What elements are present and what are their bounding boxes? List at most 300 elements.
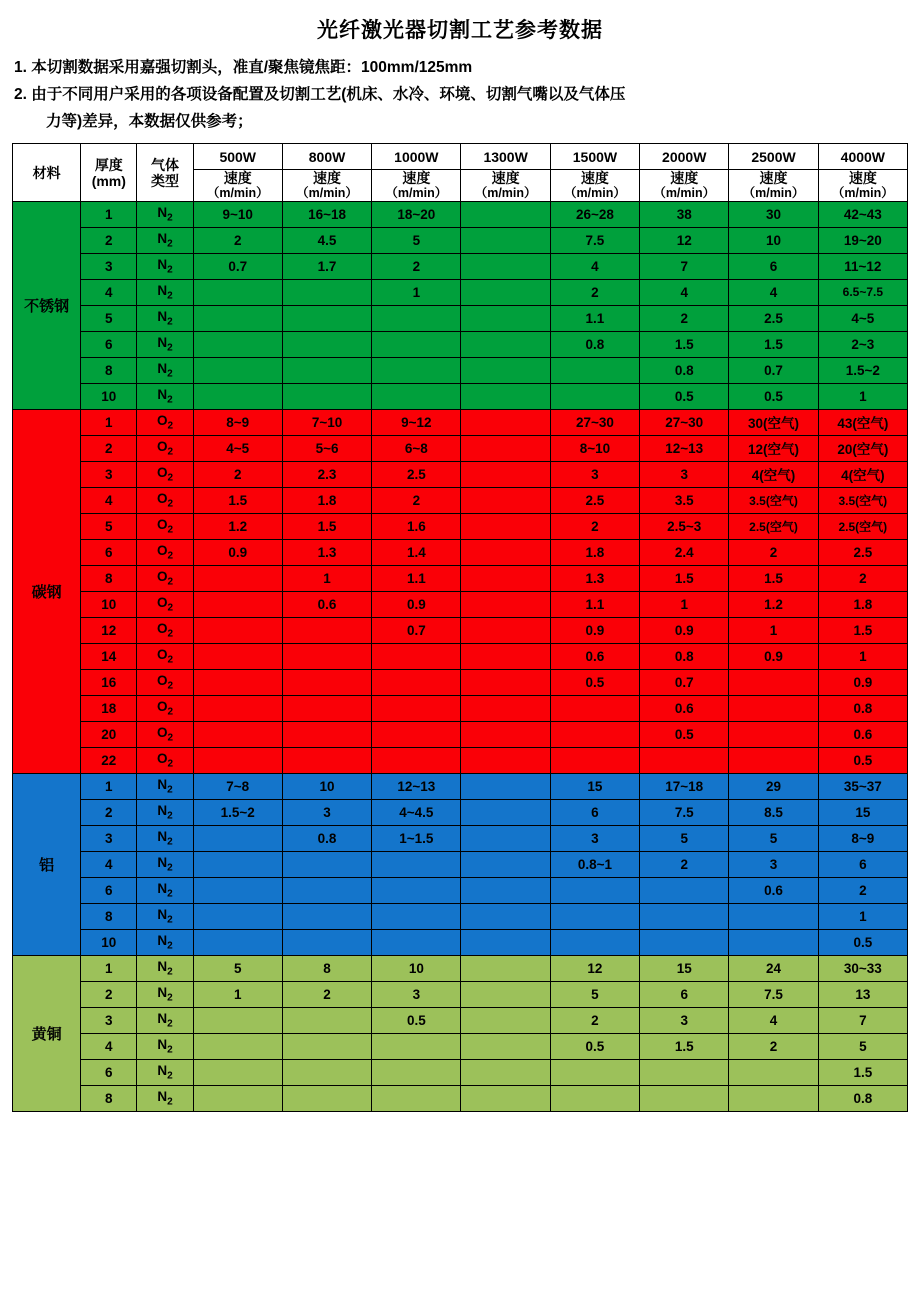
- table-row: [13, 643, 908, 669]
- speed-cell: [461, 617, 550, 643]
- speed-cell: 1: [282, 565, 371, 591]
- thickness-cell: 20: [81, 721, 137, 747]
- speed-cell: 1.1: [550, 591, 639, 617]
- speed-cell: 8~10: [550, 435, 639, 461]
- thickness-cell: 3: [81, 825, 137, 851]
- thickness-cell: 18: [81, 695, 137, 721]
- gas-subscript: 2: [167, 420, 174, 432]
- speed-cell: 2.5: [372, 461, 461, 487]
- speed-cell: [461, 773, 550, 799]
- speed-cell: [461, 227, 550, 253]
- thickness-cell: 2: [81, 227, 137, 253]
- speed-cell: [461, 877, 550, 903]
- table-row: [13, 695, 908, 721]
- speed-cell: [461, 799, 550, 825]
- speed-cell: 16~18: [282, 201, 371, 227]
- table-row: [13, 1085, 908, 1111]
- speed-cell: 10: [729, 227, 818, 253]
- gas-cell: [137, 799, 193, 825]
- speed-cell: 7.5: [729, 981, 818, 1007]
- speed-cell: 26~28: [550, 201, 639, 227]
- gas-cell: [137, 747, 193, 773]
- speed-cell: [372, 695, 461, 721]
- speed-unit: （m/min）: [206, 186, 269, 201]
- gas-subscript: 2: [167, 394, 173, 406]
- speed-cell: 9~10: [193, 201, 282, 227]
- gas-symbol: N: [157, 387, 168, 402]
- speed-cell: 0.9: [729, 643, 818, 669]
- speed-cell: 2.5: [729, 305, 818, 331]
- gas-subscript: 2: [167, 680, 174, 692]
- speed-cell: 3.5(空气): [729, 487, 818, 513]
- speed-cell: 0.8: [640, 643, 729, 669]
- speed-cell: 2.5: [550, 487, 639, 513]
- table-row: [13, 513, 908, 539]
- table-row: [13, 305, 908, 331]
- speed-cell: 2: [193, 461, 282, 487]
- speed-cell: 0.8~1: [550, 851, 639, 877]
- speed-cell: 15: [550, 773, 639, 799]
- speed-cell: 27~30: [550, 409, 639, 435]
- gas-cell: [137, 617, 193, 643]
- gas-symbol: N: [157, 907, 168, 922]
- gas-symbol: O: [156, 595, 168, 610]
- speed-cell: 1.5: [640, 331, 729, 357]
- speed-cell: 3: [550, 461, 639, 487]
- thickness-cell: 8: [81, 565, 137, 591]
- thickness-cell: 8: [81, 903, 137, 929]
- speed-label: 速度: [223, 170, 252, 187]
- gas-symbol: O: [156, 673, 168, 688]
- speed-cell: 4: [729, 1007, 818, 1033]
- speed-cell: [461, 487, 550, 513]
- speed-cell: 35~37: [818, 773, 907, 799]
- speed-cell: [193, 929, 282, 955]
- header-power-500w: 500W: [193, 144, 282, 170]
- speed-cell: 4~5: [193, 435, 282, 461]
- speed-cell: 0.5: [818, 747, 907, 773]
- table-row: [13, 279, 908, 305]
- gas-cell: [137, 435, 193, 461]
- table-row: [13, 331, 908, 357]
- speed-cell: 0.7: [372, 617, 461, 643]
- gas-subscript: 2: [167, 810, 173, 822]
- speed-cell: 27~30: [640, 409, 729, 435]
- thickness-cell: 1: [81, 409, 137, 435]
- gas-symbol: O: [156, 413, 168, 428]
- header-power-1300w: 1300W: [461, 144, 550, 170]
- speed-cell: 11~12: [818, 253, 907, 279]
- speed-cell: 0.8: [640, 357, 729, 383]
- table-row: [13, 1007, 908, 1033]
- speed-cell: [461, 1059, 550, 1085]
- speed-label: 速度: [759, 170, 788, 187]
- speed-cell: 4: [550, 253, 639, 279]
- note-line-3: 力等)差异，本数据仅供参考；: [46, 113, 253, 131]
- speed-cell: 24: [729, 955, 818, 981]
- table-row: [13, 201, 908, 227]
- gas-subscript: 2: [167, 602, 174, 614]
- speed-cell: 6: [818, 851, 907, 877]
- speed-cell: 29: [729, 773, 818, 799]
- table-row: [13, 747, 908, 773]
- gas-subscript: 2: [167, 966, 173, 978]
- speed-cell: [461, 721, 550, 747]
- speed-cell: [193, 851, 282, 877]
- table-row: [13, 851, 908, 877]
- gas-symbol: N: [157, 205, 168, 220]
- speed-cell: 1.5: [818, 617, 907, 643]
- speed-cell: 0.5: [729, 383, 818, 409]
- gas-symbol: N: [157, 985, 168, 1000]
- gas-cell: [137, 1007, 193, 1033]
- gas-cell: [137, 461, 193, 487]
- speed-cell: 1.5: [193, 487, 282, 513]
- speed-cell: [282, 1085, 371, 1111]
- table-body: [13, 201, 908, 1111]
- gas-subscript: 2: [167, 316, 173, 328]
- speed-cell: 15: [818, 799, 907, 825]
- thickness-cell: 3: [81, 461, 137, 487]
- gas-subscript: 2: [167, 862, 173, 874]
- table-row: [13, 227, 908, 253]
- header-speed-1000w: [372, 170, 461, 201]
- speed-cell: 5~6: [282, 435, 371, 461]
- speed-cell: [372, 643, 461, 669]
- thickness-cell: 16: [81, 669, 137, 695]
- table-row: [13, 981, 908, 1007]
- gas-cell: [137, 279, 193, 305]
- thickness-cell: 4: [81, 487, 137, 513]
- speed-cell: [282, 617, 371, 643]
- gas-symbol: N: [157, 309, 168, 324]
- gas-cell: [137, 201, 193, 227]
- speed-cell: 4(空气): [729, 461, 818, 487]
- speed-cell: 0.5: [640, 721, 729, 747]
- speed-cell: 4: [640, 279, 729, 305]
- gas-subscript: 2: [167, 212, 173, 224]
- speed-cell: [550, 383, 639, 409]
- thickness-cell: 10: [81, 591, 137, 617]
- speed-cell: 3.5: [640, 487, 729, 513]
- speed-cell: [550, 1085, 639, 1111]
- speed-unit: （m/min）: [831, 186, 894, 201]
- gas-cell: [137, 877, 193, 903]
- gas-cell: [137, 669, 193, 695]
- notes-block: [14, 54, 908, 135]
- speed-cell: [282, 279, 371, 305]
- table-row: [13, 877, 908, 903]
- speed-cell: [640, 903, 729, 929]
- gas-symbol: N: [157, 1063, 168, 1078]
- gas-symbol: N: [157, 283, 168, 298]
- gas-symbol: O: [156, 465, 168, 480]
- gas-subscript: 2: [167, 446, 174, 458]
- table-row: [13, 461, 908, 487]
- speed-cell: [193, 1033, 282, 1059]
- gas-symbol: O: [156, 699, 168, 714]
- gas-symbol: N: [157, 829, 168, 844]
- gas-cell: [137, 409, 193, 435]
- speed-cell: [193, 721, 282, 747]
- gas-cell: [137, 383, 193, 409]
- gas-symbol: N: [157, 335, 168, 350]
- speed-cell: 5: [193, 955, 282, 981]
- speed-cell: [550, 929, 639, 955]
- speed-cell: 1.8: [282, 487, 371, 513]
- speed-cell: 1.7: [282, 253, 371, 279]
- speed-cell: [461, 409, 550, 435]
- speed-cell: 0.8: [282, 825, 371, 851]
- gas-symbol: O: [156, 543, 168, 558]
- speed-cell: 6.5~7.5: [818, 279, 907, 305]
- header-gas-line2: 类型: [151, 172, 179, 189]
- gas-subscript: 2: [167, 758, 174, 770]
- speed-cell: 3.5(空气): [818, 487, 907, 513]
- gas-symbol: O: [156, 517, 168, 532]
- speed-cell: 2.5~3: [640, 513, 729, 539]
- thickness-cell: 6: [81, 539, 137, 565]
- material-cell: 黄铜: [13, 955, 81, 1111]
- thickness-cell: 1: [81, 955, 137, 981]
- thickness-cell: 1: [81, 201, 137, 227]
- thickness-cell: 6: [81, 1059, 137, 1085]
- speed-unit: （m/min）: [474, 186, 537, 201]
- speed-cell: 38: [640, 201, 729, 227]
- gas-symbol: O: [156, 569, 168, 584]
- speed-cell: 1.2: [193, 513, 282, 539]
- thickness-cell: 4: [81, 279, 137, 305]
- thickness-cell: 8: [81, 1085, 137, 1111]
- gas-symbol: N: [157, 1037, 168, 1052]
- speed-cell: 2: [550, 1007, 639, 1033]
- gas-cell: [137, 981, 193, 1007]
- gas-symbol: O: [156, 439, 168, 454]
- speed-cell: 2: [193, 227, 282, 253]
- cutting-parameters-table: [12, 143, 908, 1111]
- speed-cell: [729, 669, 818, 695]
- header-speed-800w: [282, 170, 371, 201]
- speed-cell: [461, 279, 550, 305]
- speed-cell: 0.5: [372, 1007, 461, 1033]
- speed-cell: 1: [818, 903, 907, 929]
- speed-cell: [282, 643, 371, 669]
- speed-cell: 4: [729, 279, 818, 305]
- speed-label: 速度: [848, 170, 877, 187]
- material-cell: 碳钢: [13, 409, 81, 773]
- speed-cell: [372, 747, 461, 773]
- speed-cell: [461, 669, 550, 695]
- speed-cell: [282, 1059, 371, 1085]
- note-line-2: 2. 由于不同用户采用的各项设备配置及切割工艺(机床、水冷、环境、切割气嘴以及气体压: [14, 86, 626, 104]
- speed-cell: 2.5(空气): [729, 513, 818, 539]
- speed-cell: 4~5: [818, 305, 907, 331]
- thickness-cell: 1: [81, 773, 137, 799]
- gas-subscript: 2: [167, 498, 174, 510]
- gas-subscript: 2: [167, 732, 174, 744]
- speed-cell: [282, 357, 371, 383]
- gas-symbol: O: [156, 725, 168, 740]
- speed-cell: 1.5: [818, 1059, 907, 1085]
- gas-cell: [137, 773, 193, 799]
- speed-cell: [461, 461, 550, 487]
- header-material: 材料: [13, 144, 81, 201]
- speed-cell: [640, 747, 729, 773]
- thickness-cell: 22: [81, 747, 137, 773]
- speed-unit: （m/min）: [564, 186, 626, 201]
- gas-cell: [137, 591, 193, 617]
- speed-cell: 0.9: [193, 539, 282, 565]
- speed-cell: [372, 669, 461, 695]
- thickness-cell: 5: [81, 305, 137, 331]
- table-row: [13, 435, 908, 461]
- speed-cell: 8.5: [729, 799, 818, 825]
- speed-unit: （m/min）: [385, 186, 448, 201]
- gas-cell: [137, 643, 193, 669]
- speed-cell: 7.5: [640, 799, 729, 825]
- speed-cell: 30~33: [818, 955, 907, 981]
- header-speed-1500w: [550, 170, 639, 201]
- speed-cell: 3: [640, 461, 729, 487]
- speed-cell: [372, 1033, 461, 1059]
- speed-cell: [193, 617, 282, 643]
- gas-symbol: N: [157, 777, 168, 792]
- speed-cell: [461, 253, 550, 279]
- thickness-cell: 14: [81, 643, 137, 669]
- gas-symbol: N: [157, 361, 168, 376]
- gas-symbol: N: [157, 959, 168, 974]
- speed-cell: [372, 357, 461, 383]
- speed-label: 速度: [670, 170, 699, 187]
- speed-cell: 8~9: [818, 825, 907, 851]
- speed-cell: 2: [640, 851, 729, 877]
- gas-symbol: N: [157, 1011, 168, 1026]
- speed-cell: [193, 279, 282, 305]
- table-row: [13, 799, 908, 825]
- speed-cell: 0.5: [818, 929, 907, 955]
- gas-symbol: N: [157, 231, 168, 246]
- thickness-cell: 3: [81, 253, 137, 279]
- table-row: [13, 487, 908, 513]
- speed-cell: 3: [372, 981, 461, 1007]
- speed-cell: 2~3: [818, 331, 907, 357]
- speed-cell: 1~1.5: [372, 825, 461, 851]
- speed-cell: [461, 955, 550, 981]
- header-power-4000w: 4000W: [818, 144, 907, 170]
- speed-cell: [193, 1007, 282, 1033]
- speed-cell: 1.5: [640, 565, 729, 591]
- gas-subscript: 2: [167, 1044, 173, 1056]
- speed-cell: 2.5: [818, 539, 907, 565]
- gas-subscript: 2: [167, 888, 173, 900]
- speed-cell: [372, 305, 461, 331]
- speed-cell: [461, 643, 550, 669]
- speed-cell: 7~10: [282, 409, 371, 435]
- thickness-cell: 12: [81, 617, 137, 643]
- speed-cell: [282, 929, 371, 955]
- speed-cell: 1.4: [372, 539, 461, 565]
- speed-cell: 0.7: [729, 357, 818, 383]
- speed-cell: [193, 903, 282, 929]
- speed-cell: 1.5: [729, 331, 818, 357]
- gas-symbol: N: [157, 881, 168, 896]
- header-speed-2000w: [640, 170, 729, 201]
- speed-cell: 1.3: [282, 539, 371, 565]
- speed-cell: [193, 825, 282, 851]
- speed-cell: 7: [818, 1007, 907, 1033]
- speed-cell: [193, 591, 282, 617]
- gas-cell: [137, 487, 193, 513]
- speed-cell: [372, 903, 461, 929]
- speed-cell: [461, 305, 550, 331]
- gas-symbol: O: [156, 647, 168, 662]
- speed-cell: 10: [372, 955, 461, 981]
- speed-label: 速度: [313, 170, 342, 187]
- table-row: [13, 357, 908, 383]
- speed-cell: 2: [818, 877, 907, 903]
- speed-cell: 5: [729, 825, 818, 851]
- thickness-cell: 6: [81, 331, 137, 357]
- speed-cell: [282, 877, 371, 903]
- speed-cell: [729, 929, 818, 955]
- header-power-2500w: 2500W: [729, 144, 818, 170]
- speed-cell: 12: [640, 227, 729, 253]
- speed-cell: 4.5: [282, 227, 371, 253]
- speed-cell: [729, 903, 818, 929]
- speed-cell: 1.8: [550, 539, 639, 565]
- header-gas-line1: 气体: [151, 156, 179, 173]
- speed-cell: 0.9: [818, 669, 907, 695]
- speed-cell: [461, 851, 550, 877]
- gas-cell: [137, 305, 193, 331]
- speed-cell: [640, 1059, 729, 1085]
- speed-cell: [282, 695, 371, 721]
- header-speed-4000w: [818, 170, 907, 201]
- gas-subscript: 2: [167, 368, 173, 380]
- gas-subscript: 2: [167, 290, 173, 302]
- speed-cell: [729, 1059, 818, 1085]
- speed-cell: 7: [640, 253, 729, 279]
- speed-cell: 7.5: [550, 227, 639, 253]
- gas-subscript: 2: [167, 706, 174, 718]
- gas-cell: [137, 721, 193, 747]
- speed-cell: [550, 1059, 639, 1085]
- header-thickness-line2: (mm): [91, 172, 126, 189]
- gas-subscript: 2: [167, 342, 173, 354]
- speed-cell: [193, 305, 282, 331]
- gas-symbol: O: [156, 751, 168, 766]
- speed-cell: 1.5: [640, 1033, 729, 1059]
- speed-cell: [461, 591, 550, 617]
- gas-cell: [137, 825, 193, 851]
- gas-subscript: 2: [167, 238, 173, 250]
- gas-cell: [137, 539, 193, 565]
- speed-cell: 9~12: [372, 409, 461, 435]
- speed-cell: 12~13: [372, 773, 461, 799]
- speed-cell: [193, 357, 282, 383]
- speed-cell: 0.9: [640, 617, 729, 643]
- speed-cell: 5: [372, 227, 461, 253]
- gas-cell: [137, 903, 193, 929]
- speed-cell: [193, 383, 282, 409]
- speed-cell: 2: [550, 513, 639, 539]
- speed-cell: 13: [818, 981, 907, 1007]
- speed-cell: [461, 929, 550, 955]
- header-power-1000w: 1000W: [372, 144, 461, 170]
- header-speed-1300w: [461, 170, 550, 201]
- speed-cell: 3: [550, 825, 639, 851]
- speed-cell: 0.8: [550, 331, 639, 357]
